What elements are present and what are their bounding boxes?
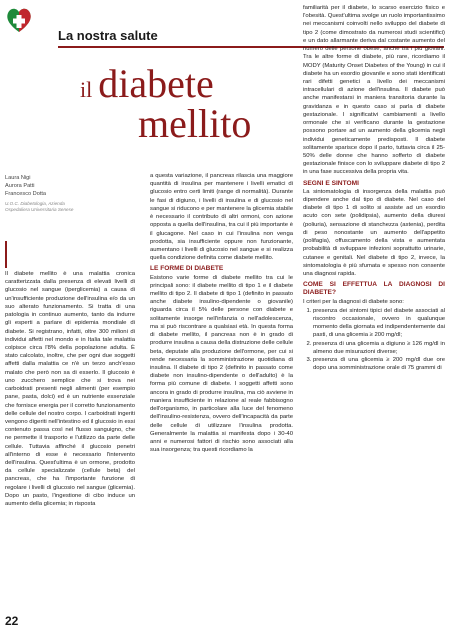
body-paragraph: I criteri per la diagnosi di diabete sono: <box>303 298 404 305</box>
intro-accent-bar <box>5 241 7 268</box>
author-name: Francesco Dotta <box>5 191 47 197</box>
section-heading: LE FORME DI DIABETE <box>150 265 224 273</box>
list-item: 2. presenza di una glicemia a digiuno ≥ 126 mg/dl in almeno due misurazioni diverse; <box>313 340 445 356</box>
section-title: La nostra salute <box>58 28 158 43</box>
section-heading: SEGNI E SINTOMI <box>303 179 359 187</box>
body-paragraph: a questa variazione, il pancreas rilascia una maggiore quantità di insulina per mantenere i livelli ematici di glucosio entro certi limiti (range di normalità). Durante le fasi di digiuno, i livelli di insulina e di glucosio nel sangue si riducono e per mantenere la glicemia stabile è necessario il contributo di altri ormoni, con azione opposta a quella dell'insulina, tra cui il più importante è il glucagone. Nel caso in cui l'insulina non venga prodotta, sia insufficiente oppure non funzionante, aumentano i livelli di glucosio nel sangue e si realizza quella condizione definita come diabete mellito. <box>150 173 293 262</box>
heart-cross-logo <box>6 6 32 34</box>
body-paragraph: familiarità per il diabete, lo scarso esercizio fisico e l'obesità. Quest'ultima svolge un ruolo importantissimo nei meccanismi coinvolti nello sviluppo del diabete di tipo 2 (come dimostrato da numerosi studi scientifici) e un dato allarmante deriva dal costante aumento del numero delle persone obese, anche tra i più giovani. Tra le altre forme di diabete, più rare, ricordiamo il MODY (Maturity Onset Diabetes of the Young) in cui il diabete ha un esordio giovanile e sono stati identificati rari difetti genetici a livello dei meccanismi intracellulari di azione dell'insulina. Il diabete può anche manifestarsi in maniera transitoria durante la gravidanza e in questo caso si parla di diabete gestazionale. I significativi cambiamenti a livello ormonale che si verificano durante la gestazione possono portare ad un aumento della glicemia negli individui geneticamente predisposti. Il diabete solitamente sparisce dopo il parto, tuttavia circa il 25-50% delle donne che hanno sofferto di diabete gestazionale finisce con lo sviluppare diabete di tipo 2 in una fase successiva della propria vita. <box>303 5 445 176</box>
article-column-1 <box>5 270 135 508</box>
list-item: 3. presenza di una glicemia ≥ 200 mg/dl due ore dopo una somministrazione orale di 75 grammi di <box>313 356 445 372</box>
section-heading: COME SI EFFETTUA LA DIAGNOSI DI DIABETE? <box>303 281 445 297</box>
author-name: Laura Nigi <box>5 175 31 181</box>
affiliation-line: Ospedaliera Universitaria Senese <box>5 207 74 212</box>
list-item: 1. presenza dei sintomi tipici del diabete associati al riscontro occasionale, ovvero in qualunque momento della giornata ed indipendentemente dai pasti, di una glicemia ≥ 200 mg/dl; <box>313 307 445 340</box>
author-affiliation <box>5 201 73 213</box>
title-prefix: il <box>80 77 93 102</box>
article-title-line2: mellito <box>138 101 252 146</box>
author-name: Aurora Patti <box>5 183 35 189</box>
article-column-3 <box>303 4 445 373</box>
body-paragraph: Il diabete mellito è una malattia cronica caratterizzata dalla presenza di elevati livelli di glucosio nel sangue (iperglicemia) a causa di un'insufficiente produzione dell'insulina e/o da un suo alterato funzionamento. Si tratta di una patologia in continuo aumento, tanto da indurre gli esperti a parlare di epidemia mondiale di diabete. Si registrano, infatti, oltre 300 milioni di individui affetti nel mondo e in Italia tale malattia colpisce circa l'8% della popolazione adulta. È stato calcolato, inoltre, che per ogni due soggetti affetti dalla malattia ce n'è un terzo anch'esso malato che però non sa di esserlo. Il glucosio è uno zucchero semplice che si trova nei carboidrati presenti negli alimenti (per esempio pane, pasta, dolci) ed è un nutriente essenziale che fornisce energia per il corretto funzionamento delle cellule del nostro corpo. I carboidrati ingeriti vengono digeriti nell'intestino ed il glucosio in essi contenuto passa così nel flusso sanguigno, che ne permette il trasporto e l'utilizzo da parte delle cellule. Tuttavia affinché il glucosio penetri all'interno di esse è necessario l'intervento dell'insulina. Quest'ultima è un ormone, prodotto da cellule specializzate (cellule beta) del pancreas, che ha l'importante funzione di regolare i livelli di glucosio nel sangue (glicemia). Dopo un pasto, l'ingestione di cibo induce un aumento della glicemia; in risposta <box>5 271 135 508</box>
affiliation-line: U.O.C. Diabetologia, Azienda <box>5 201 65 206</box>
article-column-2 <box>150 172 293 454</box>
body-paragraph: La sintomatologia di insorgenza della malattia può dipendere anche dal tipo di diabete. Nel caso del diabete di tipo 1 di solito si assiste ad un esordio acuto con sete (polidipsia), aumento della diuresi (poliuria), sensazione di stanchezza (astenia), perdita di peso nonostante un aumento dell'appetito (polifagia), offuscamento della vista e aumentata probabilità di sviluppare infezioni soprattutto urinarie, cutanee e genitali. Nel diabete di tipo 2, invece, la sintomatologia è più sfumata e spesso non consente una diagnosi rapida. <box>303 188 445 277</box>
body-paragraph: Esistono varie forme di diabete mellito tra cui le principali sono: il diabete mellito di tipo 1 e il diabete mellito di tipo 2. Il diabete di tipo 1 (definito in passato anche diabete insulino-dipendente o giovanile) riguarda circa il 5% delle persone con diabete e solitamente insorge nell'infanzia o nell'adolescenza, ma si può riscontrare a qualsiasi età. In questa forma di diabete mellito, il pancreas non è in grado di produrre insulina a causa della distruzione delle cellule beta, deputate alla produzione dell'ormone, per cui si rende necessaria la somministrazione quotidiana di insulina. Il diabete di tipo 2 (definito in passato come diabete non insulino-dipendente o dell'adulto) è la forma più comune di diabete. I soggetti affetti sono ancora in grado di produrre insulina, ma ciò avviene in maniera insufficiente in relazione al reale fabbisogno dell'organismo, in particolare alla luce del fenomeno dell'insulino-resistenza, ovvero dell'incapacità da parte delle cellule di utilizzare l'insulina prodotta. Generalmente la malattia si manifesta dopo i 30-40 anni e numerosi fattori di rischio sono associati alla sua insorgenza; tra questi ricordiamo la <box>150 274 293 454</box>
author-list <box>5 174 46 198</box>
page-number: 22 <box>5 614 19 628</box>
title-word-diabete: diabete <box>98 61 214 106</box>
diagnosis-criteria-list <box>303 307 445 373</box>
